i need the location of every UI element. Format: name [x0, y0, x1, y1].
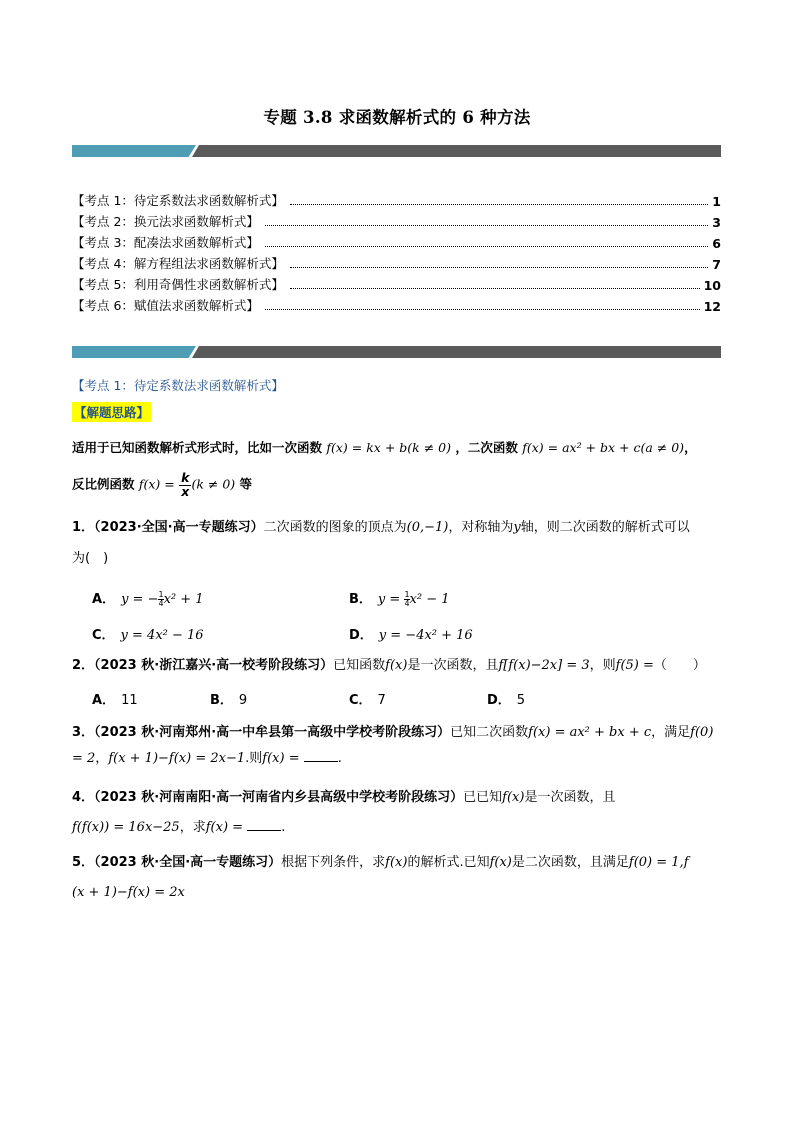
option-key: C． [349, 693, 372, 708]
tip-text: 反比例函数 [72, 476, 135, 492]
toc-item-page: 3 [712, 215, 721, 230]
toc-item-page: 12 [703, 299, 721, 314]
question-5 [72, 848, 727, 908]
question-text: . [337, 751, 342, 766]
question-number: 2． [72, 658, 95, 673]
toc-item-label: 【考点 1：待定系数法求函数解析式】 [72, 193, 284, 208]
toc-item-page: 6 [712, 236, 721, 251]
option-a[interactable] [92, 689, 138, 708]
toc-dot-leader [265, 225, 708, 226]
option-d[interactable] [349, 624, 473, 643]
fraction-denominator: 4 [404, 599, 410, 608]
inverse-function-condition: (k ≠ 0) [191, 476, 236, 492]
answer-blank[interactable] [304, 749, 338, 762]
toc-item[interactable] [72, 191, 721, 209]
inverse-function-formula: f(x) = [138, 476, 175, 492]
function-expression: f(x) = ax² + bx + c [528, 725, 652, 740]
function-equation: f(0) = 1,f [628, 855, 689, 870]
function-equation: (x + 1)−f(x) = 2x [72, 885, 185, 900]
toc-item[interactable] [72, 275, 721, 293]
option-b[interactable] [349, 588, 450, 608]
option-key: B． [210, 693, 233, 708]
toc-item[interactable] [72, 254, 721, 272]
option-key: D． [487, 693, 511, 708]
toc-item-label: 【考点 2：换元法求函数解析式】 [72, 214, 259, 229]
linear-function-formula: f(x) = kx + b(k ≠ 0) [326, 440, 451, 455]
question-text: 是一次函数，且 [407, 658, 499, 673]
toc-dot-leader [290, 267, 708, 268]
tip-text: ，二次函数 [455, 440, 518, 455]
toc-item[interactable] [72, 233, 721, 251]
option-c[interactable] [349, 689, 386, 708]
option-formula: y = 4x² − 16 [120, 628, 204, 643]
function-equation: f(f(x)) = 16x−25 [72, 820, 180, 835]
axis-name: y [513, 520, 521, 535]
section-divider-band [72, 346, 721, 358]
page-title: 专题 3.8 求函数解析式的 6 种方法 [263, 108, 531, 127]
question-4 [72, 783, 727, 843]
toc-item-label: 【考点 5：利用奇偶性求函数解析式】 [72, 277, 284, 292]
option-d[interactable] [487, 689, 525, 708]
option-formula: x² + 1 [163, 592, 204, 607]
question-number: 5． [72, 855, 95, 870]
toc-dot-leader [290, 288, 700, 289]
section-heading: 【考点 1：待定系数法求函数解析式】 [72, 378, 284, 393]
tip-text: 适用于已知函数解析式形式时，比如一次函数 [72, 440, 323, 455]
function-expression: f(x) [385, 855, 408, 870]
option-a[interactable] [92, 588, 204, 608]
toc-item-page: 1 [712, 194, 721, 209]
tip-label: 【解题思路】 [72, 402, 151, 422]
question-source: （2023 秋·浙江嘉兴·高一校考阶段练习） [94, 658, 334, 673]
question-number: 1． [72, 520, 95, 535]
toc-item-label: 【考点 6：赋值法求函数解析式】 [72, 298, 259, 313]
tip-line-2 [72, 472, 732, 498]
question-text: ，对称轴为 [448, 520, 514, 535]
question-number: 4． [72, 790, 95, 805]
option-value: 7 [377, 693, 386, 708]
toc-item[interactable] [72, 296, 721, 314]
toc-item-page: 10 [703, 278, 721, 293]
question-text: ，满足 [651, 725, 691, 740]
question-text: 已已知 [463, 790, 503, 805]
question-text: ， [95, 751, 109, 766]
tip-line-1 [72, 438, 732, 456]
option-b[interactable] [210, 689, 247, 708]
toc-dot-leader [290, 204, 708, 205]
option-key: A． [92, 592, 116, 607]
toc-item[interactable] [72, 212, 721, 230]
question-source: （2023·全国·高一专题练习） [94, 520, 264, 535]
option-c[interactable] [92, 624, 204, 643]
function-expression: f(x) [502, 790, 525, 805]
question-text: 已知函数 [333, 658, 386, 673]
question-3 [72, 720, 727, 772]
question-source: （2023 秋·河南郑州·高一中牟县第一高级中学校考阶段练习） [94, 725, 451, 740]
toc-dot-leader [265, 246, 708, 247]
function-equation: f[f(x)−2x] = 3 [498, 658, 590, 673]
question-source: （2023 秋·河南南阳·高一河南省内乡县高级中学校考阶段练习） [94, 790, 464, 805]
fraction-numerator: 1 [404, 590, 410, 599]
question-text: 为( ) [72, 551, 109, 566]
fraction-k-over-x [179, 472, 191, 498]
toc-item-label: 【考点 4：解方程组法求函数解析式】 [72, 256, 284, 271]
tip-text: ， [684, 440, 697, 455]
question-text: 是一次函数，且 [524, 790, 616, 805]
function-expression: f(0) [690, 725, 714, 740]
toc-item-page: 7 [712, 257, 721, 272]
toc-dot-leader [265, 309, 700, 310]
option-formula: y = − [121, 592, 159, 607]
fraction-denominator: x [181, 483, 190, 499]
option-key: C． [92, 628, 115, 643]
option-formula: x² − 1 [409, 592, 450, 607]
option-formula: y = [377, 592, 405, 607]
question-text: 轴，则二次函数的解析式可以 [520, 520, 690, 535]
function-expression: f(x) = [205, 820, 244, 835]
question-text: 的解析式.已知 [407, 855, 490, 870]
option-value: 9 [238, 693, 248, 708]
question-text: ，求 [179, 820, 206, 835]
question-text: 已知二次函数 [450, 725, 529, 740]
option-key: A． [92, 693, 116, 708]
option-key: D． [349, 628, 373, 643]
question-text: 二次函数的图象的顶点为 [263, 520, 407, 535]
function-equation: f(x + 1)−f(x) = 2x−1 [108, 751, 246, 766]
quadratic-function-formula: f(x) = ax² + bx + c(a ≠ 0) [522, 440, 685, 455]
vertex-point: (0,−1) [406, 520, 449, 535]
toc-item-label: 【考点 3：配凑法求函数解析式】 [72, 235, 259, 250]
tip-text: 等 [239, 476, 253, 492]
function-expression: f(5) = [615, 658, 654, 673]
question-text: .则 [245, 751, 263, 766]
option-key: B． [349, 592, 372, 607]
answer-blank[interactable] [247, 818, 281, 831]
question-text: 是二次函数，且满足 [511, 855, 629, 870]
option-value: 11 [121, 693, 138, 708]
option-value: 5 [516, 693, 526, 708]
option-formula: y = −4x² + 16 [378, 628, 473, 643]
question-1 [72, 517, 727, 579]
fraction-numerator: 1 [158, 590, 164, 599]
question-text: 根据下列条件，求 [281, 855, 386, 870]
question-text: . [281, 820, 286, 835]
fraction-numerator: k [181, 470, 190, 485]
question-text: ，则 [589, 658, 616, 673]
question-2 [72, 655, 727, 677]
question-source: （2023 秋·全国·高一专题练习） [94, 855, 282, 870]
question-number: 3． [72, 725, 95, 740]
function-expression: f(x) [489, 855, 512, 870]
function-expression: f(x) = [262, 751, 300, 766]
question-text: （ ） [653, 658, 706, 673]
fraction-denominator: 4 [158, 599, 164, 608]
function-expression: f(x) [385, 658, 408, 673]
title-divider-band [72, 145, 721, 157]
function-expression: = 2 [72, 751, 96, 766]
